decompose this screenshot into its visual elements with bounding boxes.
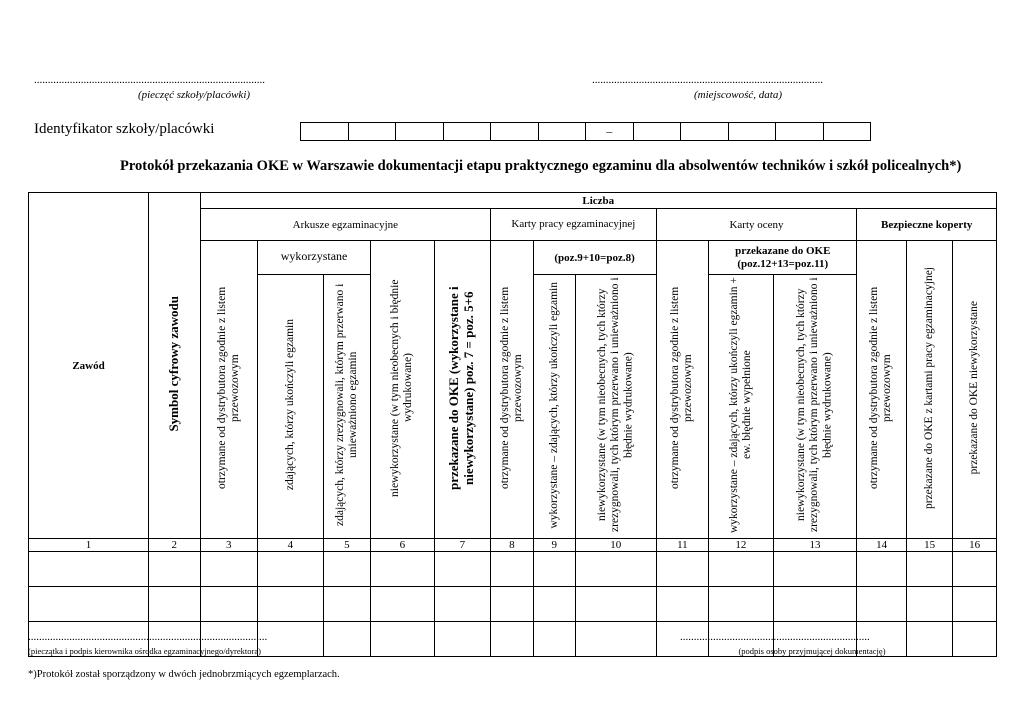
- id-box[interactable]: [396, 123, 444, 141]
- col-symbol-header: Symbol cyfrowy zawodu: [149, 193, 200, 539]
- id-box[interactable]: [301, 123, 349, 141]
- col-number: 9: [533, 539, 575, 552]
- table-cell[interactable]: [491, 552, 533, 587]
- id-box[interactable]: [491, 123, 539, 141]
- col-9-header: wykorzystane – zdających, którzy ukończyli egzamin: [533, 275, 575, 539]
- page-title: Protokół przekazania OKE w Warszawie dokumentacji etapu praktycznego egzaminu dla absolwentów techników i szkół policealnych*): [120, 158, 962, 174]
- koperty-header: Bezpieczne koperty: [857, 209, 997, 241]
- column-numbers-row: [29, 539, 997, 552]
- table-cell[interactable]: [434, 552, 491, 587]
- id-box[interactable]: [776, 123, 824, 141]
- table-row[interactable]: [29, 587, 997, 622]
- table-cell[interactable]: [953, 622, 997, 657]
- place-date-caption: (miejscowość, data): [694, 89, 782, 101]
- table-cell[interactable]: [323, 552, 370, 587]
- signature-right-dots: .....................................................................: [680, 631, 870, 643]
- table-cell[interactable]: [857, 552, 906, 587]
- table-cell[interactable]: [533, 552, 575, 587]
- footnote: *)Protokół został sporządzony w dwóch jednobrzmiących egzemplarzach.: [28, 669, 340, 680]
- wykorzystane-header: wykorzystane: [258, 241, 371, 275]
- id-box[interactable]: [728, 123, 776, 141]
- przekazane-ko-header: przekazane do OKE (poz.12+13=poz.11): [709, 241, 857, 275]
- table-cell[interactable]: [29, 552, 149, 587]
- place-date-dots: ....................................................................................: [592, 74, 823, 86]
- col-10-header: niewykorzystane (w tym nieobecnych, tych którzy zrezygnowali, tych którym przerwano i unieważniono i błędnie wydrukowane): [575, 275, 656, 539]
- col-8-header: otrzymane od dystrybutora zgodnie z listem przewozowym: [491, 241, 533, 539]
- school-stamp-caption: (pieczęć szkoły/placówki): [137, 89, 251, 101]
- identifier-boxes[interactable]: [300, 122, 871, 141]
- table-cell[interactable]: [773, 552, 857, 587]
- table-cell[interactable]: [656, 587, 708, 622]
- col-number: 3: [200, 539, 258, 552]
- id-box[interactable]: [443, 123, 491, 141]
- table-cell[interactable]: [200, 587, 258, 622]
- table-cell[interactable]: [773, 587, 857, 622]
- table-cell[interactable]: [575, 622, 656, 657]
- liczba-header: Liczba: [200, 193, 996, 209]
- col-number: 13: [773, 539, 857, 552]
- table-cell[interactable]: [656, 552, 708, 587]
- col-number: 16: [953, 539, 997, 552]
- col-number: 11: [656, 539, 708, 552]
- table-cell[interactable]: [434, 622, 491, 657]
- table-cell[interactable]: [906, 587, 952, 622]
- arkusze-header: Arkusze egzaminacyjne: [200, 209, 491, 241]
- table-cell[interactable]: [434, 587, 491, 622]
- col-number: 4: [258, 539, 324, 552]
- col-15-header: przekazane do OKE z kartami pracy egzaminacyjnej: [906, 241, 952, 539]
- signature-right-caption: (podpis osoby przyjmującej dokumentację): [738, 646, 886, 656]
- table-cell[interactable]: [533, 622, 575, 657]
- col-zawod-header: Zawód: [29, 193, 149, 539]
- table-cell[interactable]: [575, 587, 656, 622]
- karty-pracy-header: Karty pracy egzaminacyjnej: [491, 209, 656, 241]
- table-cell[interactable]: [575, 552, 656, 587]
- table-cell[interactable]: [491, 587, 533, 622]
- signature-left-dots: .......................................................................................: [28, 631, 268, 643]
- col-number: 15: [906, 539, 952, 552]
- col-number: 6: [371, 539, 435, 552]
- col-6-header: niewykorzystane (w tym nieobecnych i błędnie wydrukowane): [371, 241, 435, 539]
- col-16-header: przekazane do OKE niewykorzystane: [953, 241, 997, 539]
- table-cell[interactable]: [371, 552, 435, 587]
- id-box[interactable]: [823, 123, 871, 141]
- col-number: 14: [857, 539, 906, 552]
- id-box[interactable]: [633, 123, 681, 141]
- table-cell[interactable]: [533, 587, 575, 622]
- col-number: 1: [29, 539, 149, 552]
- table-cell[interactable]: [709, 552, 774, 587]
- col-13-header: niewykorzystane (w tym nieobecnych, tych którzy zrezygnowali, tych którym przerwano i unieważniono i błędnie wydrukowane): [773, 275, 857, 539]
- table-cell[interactable]: [200, 552, 258, 587]
- table-cell[interactable]: [709, 587, 774, 622]
- signature-left-caption: (pieczątka i podpis kierownika ośrodka egzaminacyjnego/dyrektora): [28, 646, 261, 656]
- col-4-header: zdających, którzy ukończyli egzamin: [258, 275, 324, 539]
- poz-kp-header: (poz.9+10=poz.8): [533, 241, 656, 275]
- col-number: 12: [709, 539, 774, 552]
- karty-oceny-header: Karty oceny: [656, 209, 857, 241]
- col-number: 7: [434, 539, 491, 552]
- col-11-header: otrzymane od dystrybutora zgodnie z listem przewozowym: [656, 241, 708, 539]
- col-number: 2: [149, 539, 200, 552]
- table-cell[interactable]: [953, 587, 997, 622]
- table-cell[interactable]: [491, 622, 533, 657]
- id-box[interactable]: [681, 123, 729, 141]
- table-cell[interactable]: [371, 622, 435, 657]
- table-cell[interactable]: [29, 587, 149, 622]
- table-cell[interactable]: [258, 552, 324, 587]
- table-cell[interactable]: [857, 587, 906, 622]
- table-cell[interactable]: [953, 552, 997, 587]
- col-14-header: otrzymane od dystrybutora zgodnie z listem przewozowym: [857, 241, 906, 539]
- col-number: 10: [575, 539, 656, 552]
- col-number: 5: [323, 539, 370, 552]
- col-number: 8: [491, 539, 533, 552]
- table-cell[interactable]: [149, 587, 200, 622]
- col-7-header: przekazane do OKE (wykorzystane i niewykorzystane) poz. 7 = poz. 5+6: [434, 241, 491, 539]
- protocol-table: [28, 192, 997, 657]
- col-5-header: zdających, którzy zrezygnowali, którym przerwano i unieważniono egzamin: [323, 275, 370, 539]
- table-cell[interactable]: [906, 552, 952, 587]
- col-12-header: wykorzystane – zdających, którzy ukończyli egzamin + ew. błędnie wypełnione: [709, 275, 774, 539]
- col-3-header: otrzymane od dystrybutora zgodnie z listem przewozowym: [200, 241, 258, 539]
- id-separator: –: [586, 123, 634, 141]
- id-box[interactable]: [348, 123, 396, 141]
- table-cell[interactable]: [149, 552, 200, 587]
- school-stamp-dots: ....................................................................................: [34, 74, 265, 86]
- identifier-label: Identyfikator szkoły/placówki: [34, 121, 215, 137]
- table-cell[interactable]: [258, 587, 324, 622]
- id-box[interactable]: [538, 123, 586, 141]
- table-cell[interactable]: [323, 587, 370, 622]
- table-row[interactable]: [29, 552, 997, 587]
- table-cell[interactable]: [371, 587, 435, 622]
